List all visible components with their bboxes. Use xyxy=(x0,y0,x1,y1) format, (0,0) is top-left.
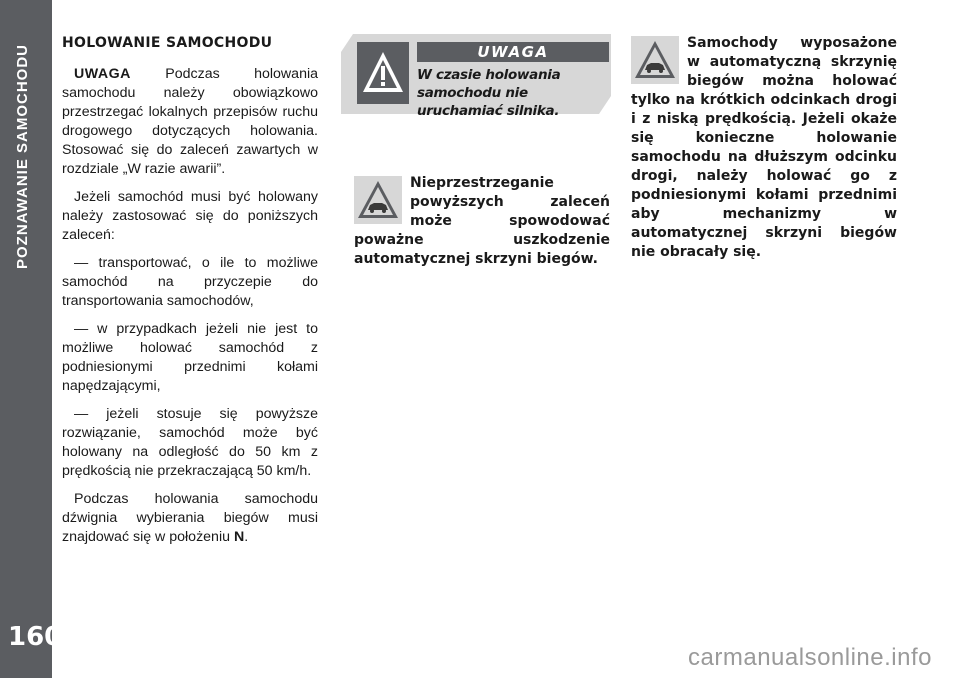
sidebar xyxy=(0,0,63,678)
watermark: carmanualsonline.info xyxy=(688,644,932,671)
warning-triangle-icon xyxy=(357,42,409,104)
paragraph-6-text: Podczas holowania samochodu dźwignia wybierania biegów musi znajdować się w położeniu xyxy=(62,491,318,545)
caution-text-middle: Nieprzestrzeganie powyższych zaleceń może spowodować poważne uszkodzenie automatycznej skrzyni biegów. xyxy=(354,175,610,267)
paragraph-6 xyxy=(62,490,318,547)
warning-text: W czasie holowania samochodu nie uruchamiać silnika. xyxy=(417,67,561,119)
paragraph-3: — transportować, o ile to możliwe samochód na przyczepie do transportowania samochodów, xyxy=(62,255,318,309)
car-caution-icon xyxy=(354,176,402,224)
warning-header: UWAGA xyxy=(417,42,609,62)
car-caution-icon xyxy=(631,36,679,84)
caution-text-right: Samochody wyposażone w automatyczną skrzynię biegów można holować tylko na krótkich odcinkach drogi i z niską prędkością. Jeżeli okaże się konieczne holowanie samochodu na dłuższym odcinku drogi, należy holować go z podniesionymi kołami przednimi aby mechanizmy w automatycznej skrzyni biegów nie obracały się. xyxy=(631,35,897,260)
main-column xyxy=(62,34,318,556)
paragraph-1 xyxy=(62,65,318,179)
paragraph-6-end: . xyxy=(244,529,249,545)
gear-position: N xyxy=(233,529,245,545)
paragraph-1-text: Podczas holowania samochodu należy obowiązkowo przestrzegać lokalnych przepisów ruchu drogowego dotyczących holowania. Stosować się do zaleceń zawartych w rozdziale „W razie awarii”. xyxy=(62,66,318,177)
lead-word: UWAGA xyxy=(74,66,131,82)
caution-note-middle xyxy=(354,174,610,269)
paragraph-5: — jeżeli stosuje się powyższe rozwiązanie, samochód może być holowany na odległość do 50 km z prędkością nie przekraczającą 50 km/h. xyxy=(62,406,318,479)
section-title-vertical: POZNAWANIE SAMOCHODU xyxy=(14,44,31,270)
paragraph-4: — w przypadkach jeżeli nie jest to możliwe holować samochód z podniesionymi przednimi kołami napędzającymi, xyxy=(62,321,318,394)
paragraph-2: Jeżeli samochód musi być holowany należy zastosować się do poniższych zaleceń: xyxy=(62,189,318,243)
page-title: HOLOWANIE SAMOCHODU xyxy=(62,35,273,51)
page-number: 160 xyxy=(8,622,63,652)
warning-box xyxy=(341,34,611,119)
caution-note-right xyxy=(631,34,897,262)
